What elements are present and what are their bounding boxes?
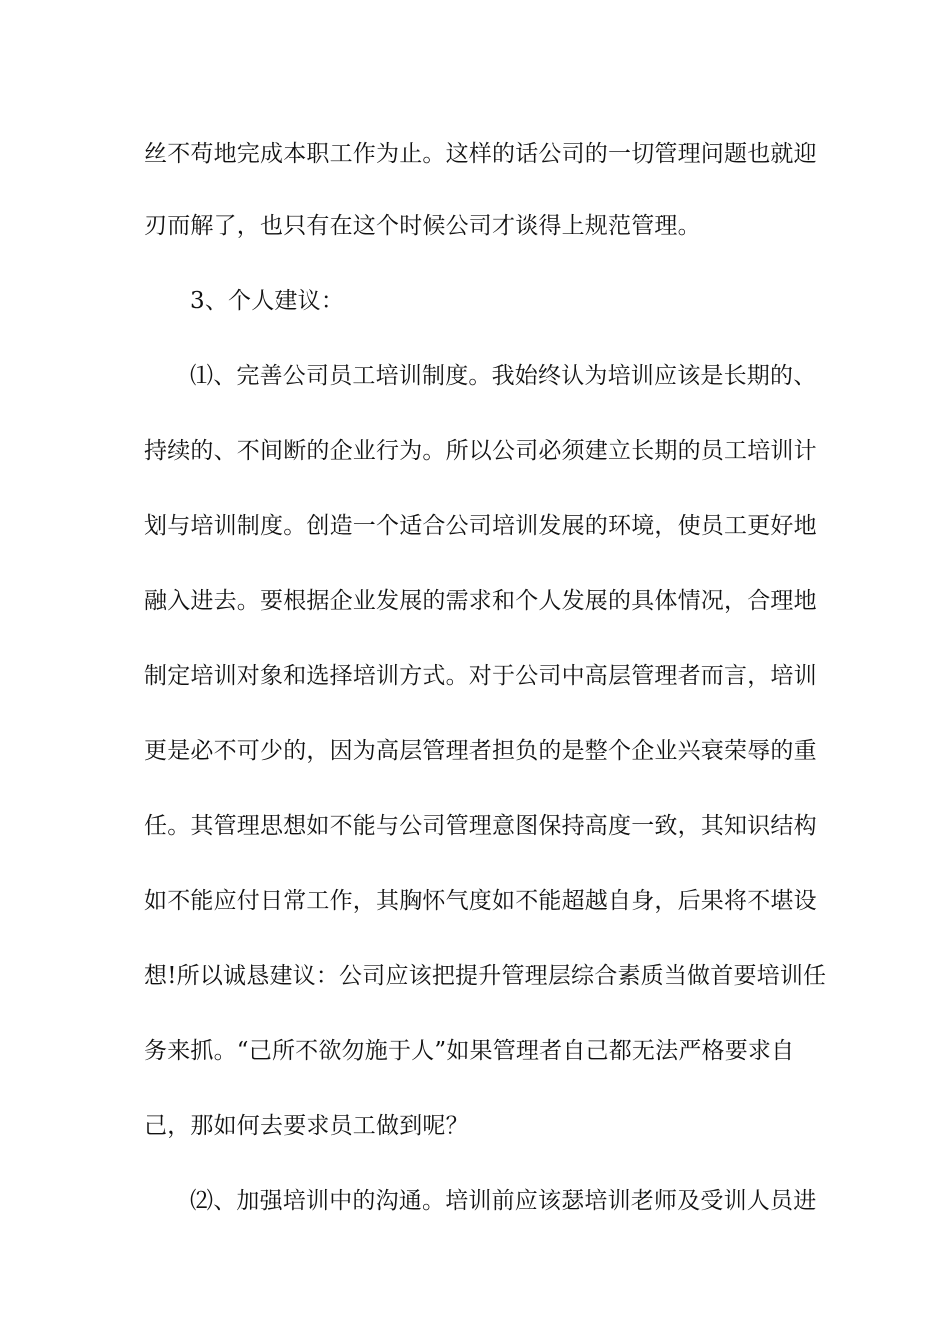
text-line-13: 务来抓。“己所不欲勿施于人”如果管理者自己都无法严格要求自: [144, 1038, 795, 1064]
text-line-4: ⑴、完善公司员工培训制度。我始终认为培训应该是长期的、: [190, 363, 817, 389]
section-heading: 3、个人建议：: [190, 288, 345, 314]
text-line-11: 如不能应付日常工作，其胸怀气度如不能超越自身，后果将不堪设: [144, 888, 817, 914]
text-line-14: 己，那如何去要求员工做到呢？: [144, 1113, 469, 1139]
text-line-7: 融入进去。要根据企业发展的需求和个人发展的具体情况，合理地: [144, 588, 817, 614]
text-line-2: 刃而解了，也只有在这个时候公司才谈得上规范管理。: [144, 213, 701, 239]
text-line-12: 想!所以诚恳建议：公司应该把提升管理层综合素质当做首要培训任: [144, 963, 827, 989]
text-line-15: ⑵、加强培训中的沟通。培训前应该瑟培训老师及受训人员进: [190, 1188, 817, 1214]
text-line-6: 划与培训制度。创造一个适合公司培训发展的环境，使员工更好地: [144, 513, 817, 539]
text-line-1: 丝不苟地完成本职工作为止。这样的话公司的一切管理问题也就迎: [144, 141, 817, 167]
text-line-9: 更是必不可少的，因为高层管理者担负的是整个企业兴衰荣辱的重: [144, 738, 817, 764]
text-line-8: 制定培训对象和选择培训方式。对于公司中高层管理者而言，培训: [144, 663, 817, 689]
text-line-10: 任。其管理思想如不能与公司管理意图保持高度一致，其知识结构: [144, 813, 817, 839]
text-line-5: 持续的、不间断的企业行为。所以公司必须建立长期的员工培训计: [144, 438, 817, 464]
